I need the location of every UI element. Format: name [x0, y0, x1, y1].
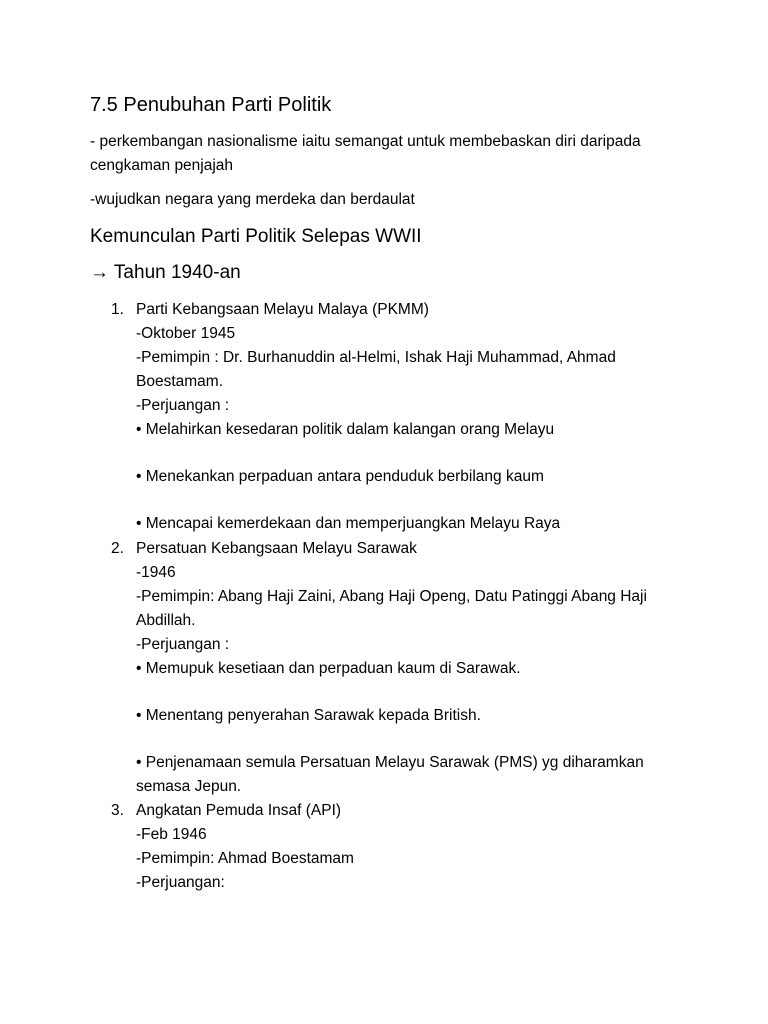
intro-line-2: cengkaman penjajah	[90, 157, 234, 174]
struggle-point: • Menekankan perpaduan antara penduduk berbilang kaum	[136, 468, 544, 485]
struggle-point: • Melahirkan kesedaran politik dalam kalangan orang Melayu	[136, 421, 555, 438]
party-struggle-label: -Perjuangan :	[136, 397, 230, 414]
struggle-point: • Memupuk kesetiaan dan perpaduan kaum di Sarawak.	[136, 660, 521, 677]
party-name: Persatuan Kebangsaan Melayu Sarawak	[136, 540, 417, 557]
party-list-item	[111, 298, 616, 536]
list-number: 3.	[111, 802, 124, 819]
party-struggle-label: -Perjuangan :	[136, 636, 230, 653]
party-leaders: -Pemimpin : Dr. Burhanuddin al-Helmi, Ishak Haji Muhammad, Ahmad	[136, 349, 616, 366]
party-date: -Feb 1946	[136, 826, 207, 843]
intro-line-1: - perkembangan nasionalisme iaitu semangat untuk membebaskan diri daripada	[90, 133, 641, 150]
party-list-item	[111, 537, 647, 799]
party-date: -1946	[136, 564, 176, 581]
party-leaders-cont: Abdillah.	[136, 612, 196, 629]
era-heading: → Tahun 1940-an	[90, 262, 241, 283]
party-leaders-cont: Boestamam.	[136, 373, 224, 390]
party-name: Parti Kebangsaan Melayu Malaya (PKMM)	[136, 301, 429, 318]
struggle-point-cont: semasa Jepun.	[136, 778, 242, 795]
list-number: 1.	[111, 301, 124, 318]
struggle-point: • Menentang penyerahan Sarawak kepada British.	[136, 707, 481, 724]
party-date: -Oktober 1945	[136, 325, 236, 342]
party-struggle-label: -Perjuangan:	[136, 874, 225, 891]
section-subheading: Kemunculan Parti Politik Selepas WWII	[90, 226, 422, 247]
party-name: Angkatan Pemuda Insaf (API)	[136, 802, 342, 819]
party-list-item	[111, 799, 354, 895]
party-leaders: -Pemimpin: Abang Haji Zaini, Abang Haji Openg, Datu Patinggi Abang Haji	[136, 588, 647, 605]
struggle-point: • Penjenamaan semula Persatuan Melayu Sarawak (PMS) yg diharamkan	[136, 754, 644, 771]
list-number: 2.	[111, 540, 124, 557]
page-heading: 7.5 Penubuhan Parti Politik	[90, 94, 332, 116]
struggle-point: • Mencapai kemerdekaan dan memperjuangkan Melayu Raya	[136, 515, 561, 532]
intro-line-3: -wujudkan negara yang merdeka dan berdaulat	[90, 191, 415, 208]
party-leaders: -Pemimpin: Ahmad Boestamam	[136, 850, 354, 867]
